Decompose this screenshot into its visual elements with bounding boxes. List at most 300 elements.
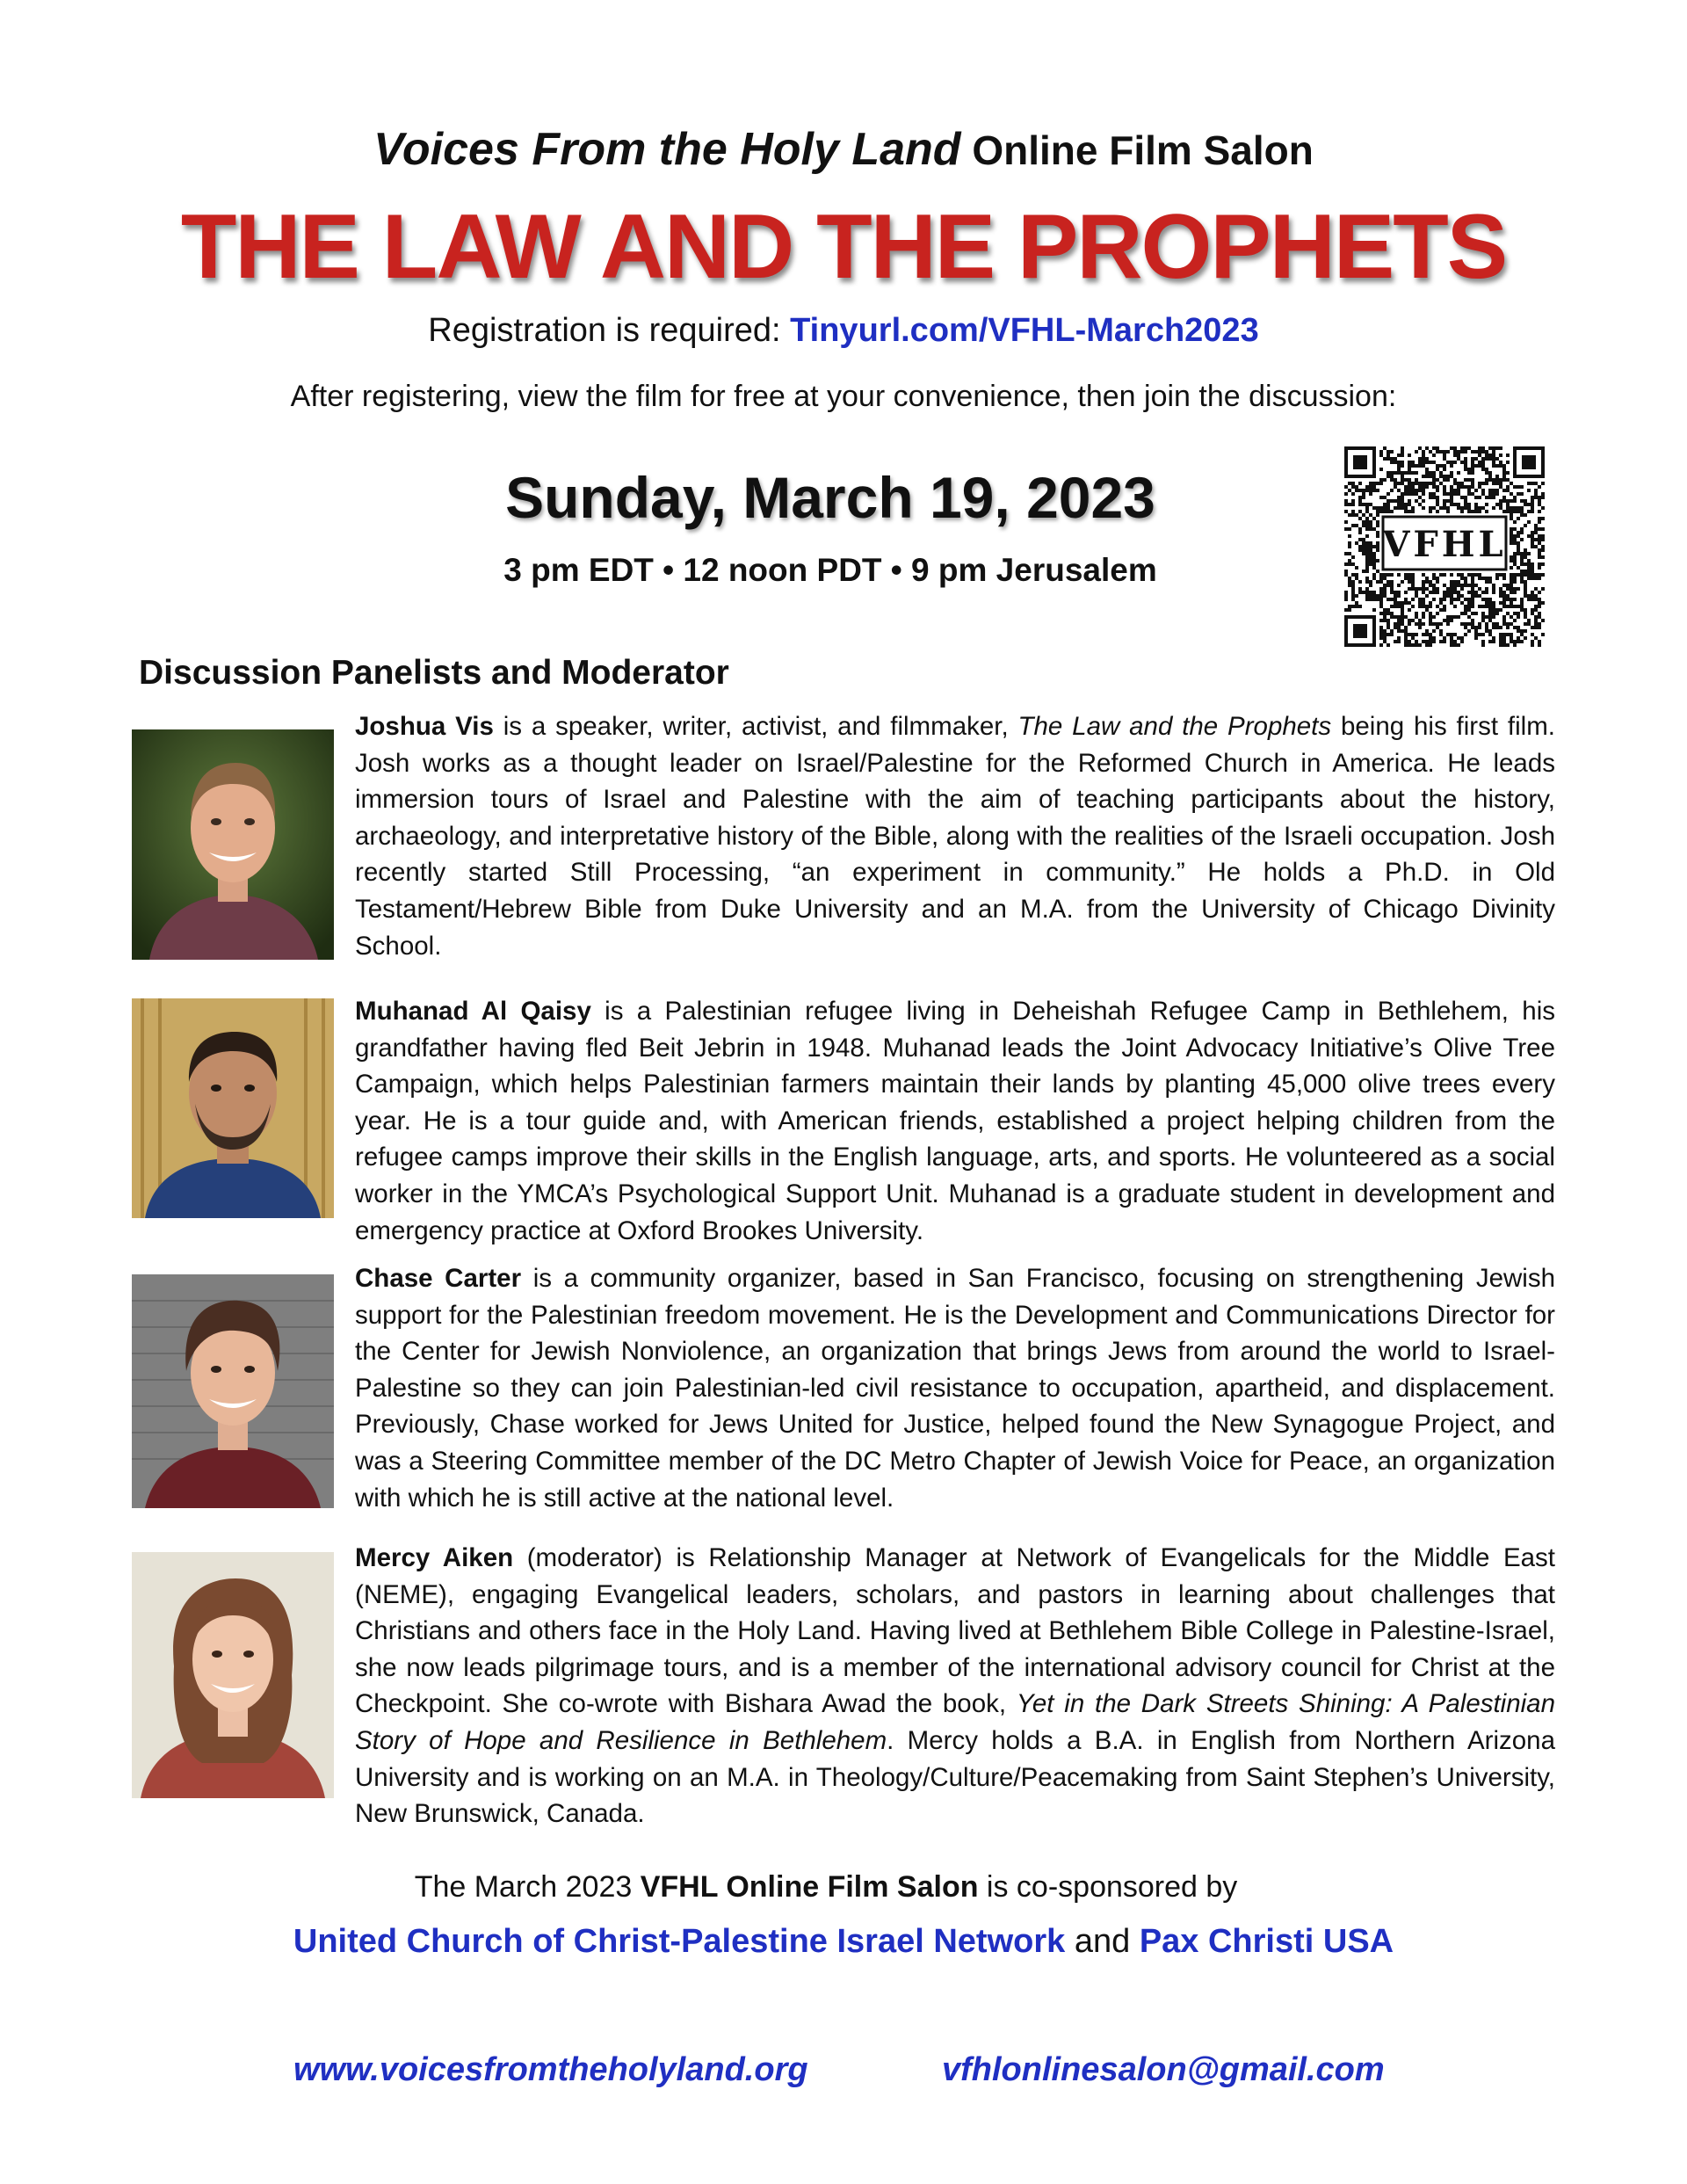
qr-module (1538, 605, 1541, 608)
qr-module (1383, 636, 1387, 640)
qr-module (1517, 587, 1520, 591)
qr-module (1443, 457, 1446, 461)
qr-module (1488, 496, 1492, 499)
qr-module (1510, 534, 1513, 538)
qr-module (1429, 643, 1432, 647)
qr-module (1478, 587, 1481, 591)
qr-module (1499, 633, 1502, 636)
qr-module (1372, 573, 1376, 577)
email-link[interactable]: vfhlonlinesalon@gmail.com (942, 2051, 1385, 2088)
qr-module (1351, 482, 1355, 485)
qr-module (1365, 577, 1369, 580)
qr-module (1510, 482, 1513, 485)
qr-module (1397, 482, 1401, 485)
qr-module (1397, 471, 1401, 475)
qr-module (1517, 615, 1520, 619)
qr-module (1531, 566, 1534, 570)
qr-module (1358, 527, 1362, 531)
qr-module (1425, 580, 1429, 584)
qr-module (1471, 619, 1474, 622)
qr-module (1524, 548, 1527, 552)
qr-module (1372, 517, 1376, 520)
qr-module (1492, 446, 1495, 450)
qr-module (1467, 601, 1471, 605)
qr-module (1355, 601, 1358, 605)
qr-module (1531, 598, 1534, 601)
qr-module (1531, 633, 1534, 636)
qr-module (1517, 485, 1520, 489)
qr-module (1506, 503, 1510, 506)
qr-module (1436, 450, 1439, 453)
qr-module (1344, 562, 1348, 566)
qr-module (1531, 594, 1534, 598)
qr-module (1478, 622, 1481, 626)
qr-module (1379, 482, 1383, 485)
qr-module (1450, 591, 1453, 594)
qr-module (1415, 612, 1418, 615)
qr-module (1517, 629, 1520, 633)
panelist-name: Joshua Vis (355, 712, 494, 741)
qr-module (1446, 510, 1450, 513)
qr-module (1488, 492, 1492, 496)
qr-module (1446, 594, 1450, 598)
qr-code[interactable] (1344, 446, 1545, 647)
qr-module (1488, 608, 1492, 612)
qr-module (1415, 482, 1418, 485)
qr-module (1397, 622, 1401, 626)
qr-module (1432, 598, 1436, 601)
qr-module (1422, 450, 1425, 453)
qr-module (1415, 478, 1418, 482)
qr-module (1372, 545, 1376, 548)
qr-module (1453, 587, 1457, 591)
qr-module (1513, 598, 1517, 601)
qr-module (1506, 598, 1510, 601)
qr-module (1467, 446, 1471, 450)
qr-module (1534, 573, 1538, 577)
qr-module (1408, 478, 1411, 482)
qr-module (1520, 629, 1524, 633)
qr-module (1439, 629, 1443, 633)
qr-module (1471, 573, 1474, 577)
qr-module (1541, 601, 1545, 605)
qr-module (1369, 548, 1372, 552)
qr-module (1369, 541, 1372, 545)
qr-module (1383, 510, 1387, 513)
qr-module (1531, 573, 1534, 577)
qr-module (1453, 482, 1457, 485)
qr-module (1432, 584, 1436, 587)
qr-module (1467, 506, 1471, 510)
qr-module (1450, 580, 1453, 584)
qr-module (1397, 489, 1401, 492)
qr-module (1541, 562, 1545, 566)
qr-module (1439, 608, 1443, 612)
qr-module (1474, 612, 1478, 615)
qr-module (1492, 640, 1495, 643)
website-link[interactable]: www.voicesfromtheholyland.org (293, 2051, 808, 2088)
qr-module (1531, 545, 1534, 548)
qr-module (1513, 496, 1517, 499)
qr-module (1376, 510, 1379, 513)
qr-module (1369, 482, 1372, 485)
qr-module (1520, 608, 1524, 612)
qr-module (1401, 475, 1404, 478)
qr-module (1358, 517, 1362, 520)
qr-module (1439, 475, 1443, 478)
qr-module (1538, 577, 1541, 580)
qr-module (1499, 636, 1502, 640)
qr-module (1358, 489, 1362, 492)
qr-module (1485, 457, 1488, 461)
qr-module (1520, 601, 1524, 605)
qr-module (1464, 496, 1467, 499)
qr-module (1450, 499, 1453, 503)
qr-module (1520, 640, 1524, 643)
qr-module (1520, 506, 1524, 510)
qr-module (1369, 513, 1372, 517)
qr-module (1376, 580, 1379, 584)
qr-module (1348, 608, 1351, 612)
qr-module (1538, 598, 1541, 601)
qr-module (1534, 598, 1538, 601)
qr-module (1351, 598, 1355, 601)
qr-module (1379, 598, 1383, 601)
panelist-bio-joshua-vis: Joshua Vis is a speaker, writer, activist, and filmmaker, The Law and the Prophets being his first film. Josh works as a thought leader on Israel/Palestine for the Reformed Church in America. He leads immersion tours of Israel and Palestine with the aim of teaching participants about the history, archaeology, and interpretative history of the Bible, along with the realities of the Israeli occupation. Josh recently started Still Processing, “an experiment in community.” He holds a Ph.D. in Old Testament/Hebrew Bible from Duke University and an M.A. from the University of Chicago Divinity School. (355, 712, 1555, 961)
qr-module (1429, 482, 1432, 485)
qr-module (1411, 636, 1415, 640)
qr-module (1474, 633, 1478, 636)
qr-module (1422, 615, 1425, 619)
qr-module (1513, 591, 1517, 594)
qr-module (1464, 633, 1467, 636)
qr-module (1401, 506, 1404, 510)
qr-module (1369, 559, 1372, 562)
qr-module (1369, 591, 1372, 594)
qr-module (1379, 629, 1383, 633)
qr-module (1527, 559, 1531, 562)
qr-module (1474, 503, 1478, 506)
qr-module (1404, 615, 1408, 619)
qr-module (1411, 633, 1415, 636)
qr-module (1344, 598, 1348, 601)
qr-module (1538, 622, 1541, 626)
qr-module (1527, 562, 1531, 566)
qr-module (1383, 619, 1387, 622)
qr-module (1383, 478, 1387, 482)
qr-module (1387, 503, 1390, 506)
qr-module (1418, 626, 1422, 629)
qr-module (1404, 633, 1408, 636)
qr-module (1506, 605, 1510, 608)
qr-module (1510, 492, 1513, 496)
panelist-photo-muhanad-al-qaisy (132, 998, 334, 1218)
qr-module (1517, 545, 1520, 548)
qr-module (1351, 499, 1355, 503)
qr-module (1418, 619, 1422, 622)
qr-module (1510, 559, 1513, 562)
qr-module (1471, 492, 1474, 496)
qr-module (1499, 503, 1502, 506)
qr-module (1394, 622, 1397, 626)
qr-module (1425, 468, 1429, 471)
qr-module (1443, 605, 1446, 608)
qr-module (1443, 584, 1446, 587)
qr-module (1432, 591, 1436, 594)
qr-module (1379, 496, 1383, 499)
qr-module (1358, 482, 1362, 485)
qr-module (1390, 471, 1394, 475)
qr-module (1538, 643, 1541, 647)
qr-module (1348, 584, 1351, 587)
qr-module (1372, 598, 1376, 601)
qr-module (1513, 580, 1517, 584)
qr-module (1369, 492, 1372, 496)
qr-module (1457, 643, 1460, 647)
qr-module (1397, 629, 1401, 633)
qr-module (1387, 622, 1390, 626)
qr-module (1471, 580, 1474, 584)
qr-module (1538, 555, 1541, 559)
qr-module (1471, 598, 1474, 601)
qr-module (1397, 496, 1401, 499)
qr-module (1432, 471, 1436, 475)
qr-module (1499, 478, 1502, 482)
qr-module (1524, 584, 1527, 587)
qr-module (1450, 461, 1453, 464)
qr-module (1394, 478, 1397, 482)
panelist-bio-mercy-aiken: Mercy Aiken (moderator) is Relationship Manager at Network of Evangelicals for the Middle East (NEME), engaging Evangelical leaders, scholars, and pastors in learning about challenges that Christians and others face in the Holy Land. Having lived at Bethlehem Bible College in Palestine-Israel, she now leads pilgrimage tours, and is a member of the international advisory council for Christ at the Checkpoint. She co-wrote with Bishara Awad the book, Yet in the Dark Streets Shining: A Palestinian Story of Hope and Resilience in Bethlehem. Mercy holds a B.A. in English from Northern Arizona University and is working on an M.A. in Theology/Culture/Peacemaking from Saint Stephen’s University, New Brunswick, Canada. (355, 1543, 1555, 1829)
qr-module (1510, 622, 1513, 626)
qr-module (1369, 562, 1372, 566)
qr-module (1383, 496, 1387, 499)
qr-module (1372, 591, 1376, 594)
qr-module (1538, 552, 1541, 555)
qr-module (1492, 489, 1495, 492)
qr-module (1541, 573, 1545, 577)
sponsor-pax-christi[interactable]: Pax Christi USA (1139, 1923, 1394, 1960)
qr-module (1390, 489, 1394, 492)
qr-module (1488, 629, 1492, 633)
qr-module (1531, 541, 1534, 545)
qr-module (1481, 482, 1485, 485)
qr-module (1534, 608, 1538, 612)
qr-module (1541, 534, 1545, 538)
registration-link[interactable]: Tinyurl.com/VFHL-March2023 (790, 312, 1259, 349)
qr-module (1411, 577, 1415, 580)
qr-module (1541, 506, 1545, 510)
qr-module (1450, 496, 1453, 499)
qr-module (1492, 615, 1495, 619)
panelist-name: Chase Carter (355, 1264, 522, 1293)
qr-module (1351, 492, 1355, 496)
qr-module (1534, 496, 1538, 499)
qr-module (1365, 541, 1369, 545)
qr-module (1387, 453, 1390, 457)
qr-module (1383, 612, 1387, 615)
qr-module (1471, 591, 1474, 594)
qr-module (1401, 478, 1404, 482)
qr-module (1365, 552, 1369, 555)
qr-module (1502, 496, 1506, 499)
qr-module (1397, 453, 1401, 457)
qr-module (1527, 594, 1531, 598)
qr-module (1358, 580, 1362, 584)
qr-module (1467, 492, 1471, 496)
qr-module (1422, 499, 1425, 503)
qr-module (1397, 615, 1401, 619)
qr-module (1541, 482, 1545, 485)
qr-module (1513, 562, 1517, 566)
qr-module (1429, 633, 1432, 636)
qr-module (1397, 506, 1401, 510)
qr-module (1443, 464, 1446, 468)
qr-module (1502, 573, 1506, 577)
qr-module (1348, 577, 1351, 580)
qr-module (1471, 450, 1474, 453)
qr-module (1510, 527, 1513, 531)
qr-module (1404, 478, 1408, 482)
qr-module (1457, 591, 1460, 594)
sponsor-ucc-pin[interactable]: United Church of Christ-Palestine Israel Network (293, 1923, 1066, 1960)
qr-module (1502, 475, 1506, 478)
qr-module (1408, 499, 1411, 503)
qr-module (1344, 552, 1348, 555)
qr-module (1460, 594, 1464, 598)
qr-module (1531, 591, 1534, 594)
qr-module (1478, 450, 1481, 453)
qr-module (1474, 510, 1478, 513)
qr-module (1492, 636, 1495, 640)
qr-module (1387, 619, 1390, 622)
qr-module (1513, 573, 1517, 577)
qr-module (1355, 577, 1358, 580)
qr-module (1464, 605, 1467, 608)
qr-module (1365, 580, 1369, 584)
qr-module (1538, 496, 1541, 499)
qr-module (1365, 485, 1369, 489)
qr-module (1531, 570, 1534, 573)
qr-module (1418, 482, 1422, 485)
qr-module (1467, 622, 1471, 626)
qr-module (1446, 622, 1450, 626)
qr-module (1464, 577, 1467, 580)
qr-module (1443, 478, 1446, 482)
qr-module (1517, 552, 1520, 555)
qr-module (1531, 534, 1534, 538)
qr-module (1351, 594, 1355, 598)
qr-module (1362, 492, 1365, 496)
qr-module (1464, 503, 1467, 506)
qr-module (1436, 612, 1439, 615)
qr-module (1439, 598, 1443, 601)
qr-module (1344, 527, 1348, 531)
qr-module (1358, 531, 1362, 534)
qr-module (1460, 446, 1464, 450)
qr-module (1415, 450, 1418, 453)
qr-module (1453, 643, 1457, 647)
qr-module (1467, 605, 1471, 608)
qr-module (1351, 573, 1355, 577)
qr-module (1365, 555, 1369, 559)
qr-module (1474, 584, 1478, 587)
qr-module (1464, 584, 1467, 587)
qr-module (1481, 598, 1485, 601)
qr-module (1443, 591, 1446, 594)
qr-module (1471, 471, 1474, 475)
qr-module (1365, 562, 1369, 566)
qr-module (1534, 594, 1538, 598)
qr-module (1517, 566, 1520, 570)
qr-module (1411, 587, 1415, 591)
qr-module (1436, 580, 1439, 584)
qr-module (1541, 538, 1545, 541)
qr-module (1541, 517, 1545, 520)
qr-module (1464, 461, 1467, 464)
qr-module (1510, 605, 1513, 608)
qr-module (1390, 478, 1394, 482)
qr-module (1506, 471, 1510, 475)
qr-module (1499, 594, 1502, 598)
qr-module (1422, 482, 1425, 485)
qr-module (1538, 626, 1541, 629)
qr-module (1471, 594, 1474, 598)
qr-module (1517, 510, 1520, 513)
qr-module (1478, 506, 1481, 510)
qr-module (1372, 527, 1376, 531)
qr-module (1485, 496, 1488, 499)
qr-module (1390, 510, 1394, 513)
qr-module (1362, 548, 1365, 552)
qr-module (1390, 573, 1394, 577)
qr-module (1397, 636, 1401, 640)
qr-module (1464, 598, 1467, 601)
qr-module (1394, 640, 1397, 643)
qr-module (1432, 496, 1436, 499)
qr-module (1538, 640, 1541, 643)
qr-module (1499, 591, 1502, 594)
qr-module (1404, 591, 1408, 594)
qr-module (1474, 629, 1478, 633)
qr-module (1439, 601, 1443, 605)
qr-module (1362, 591, 1365, 594)
qr-module (1488, 580, 1492, 584)
qr-module (1365, 559, 1369, 562)
qr-module (1513, 552, 1517, 555)
qr-module (1513, 587, 1517, 591)
qr-module (1492, 506, 1495, 510)
qr-module (1387, 573, 1390, 577)
qr-module (1394, 457, 1397, 461)
qr-module (1432, 482, 1436, 485)
qr-module (1517, 506, 1520, 510)
qr-module (1524, 622, 1527, 626)
qr-module (1387, 450, 1390, 453)
qr-module (1534, 577, 1538, 580)
qr-module (1436, 478, 1439, 482)
qr-module (1471, 478, 1474, 482)
qr-module (1495, 457, 1499, 461)
qr-module (1450, 601, 1453, 605)
qr-module (1422, 506, 1425, 510)
qr-module (1411, 580, 1415, 584)
qr-module (1474, 457, 1478, 461)
qr-module (1457, 598, 1460, 601)
qr-module (1485, 629, 1488, 633)
event-date: Sunday, March 19, 2023 (505, 465, 1155, 530)
qr-module (1408, 633, 1411, 636)
qr-module (1404, 640, 1408, 643)
